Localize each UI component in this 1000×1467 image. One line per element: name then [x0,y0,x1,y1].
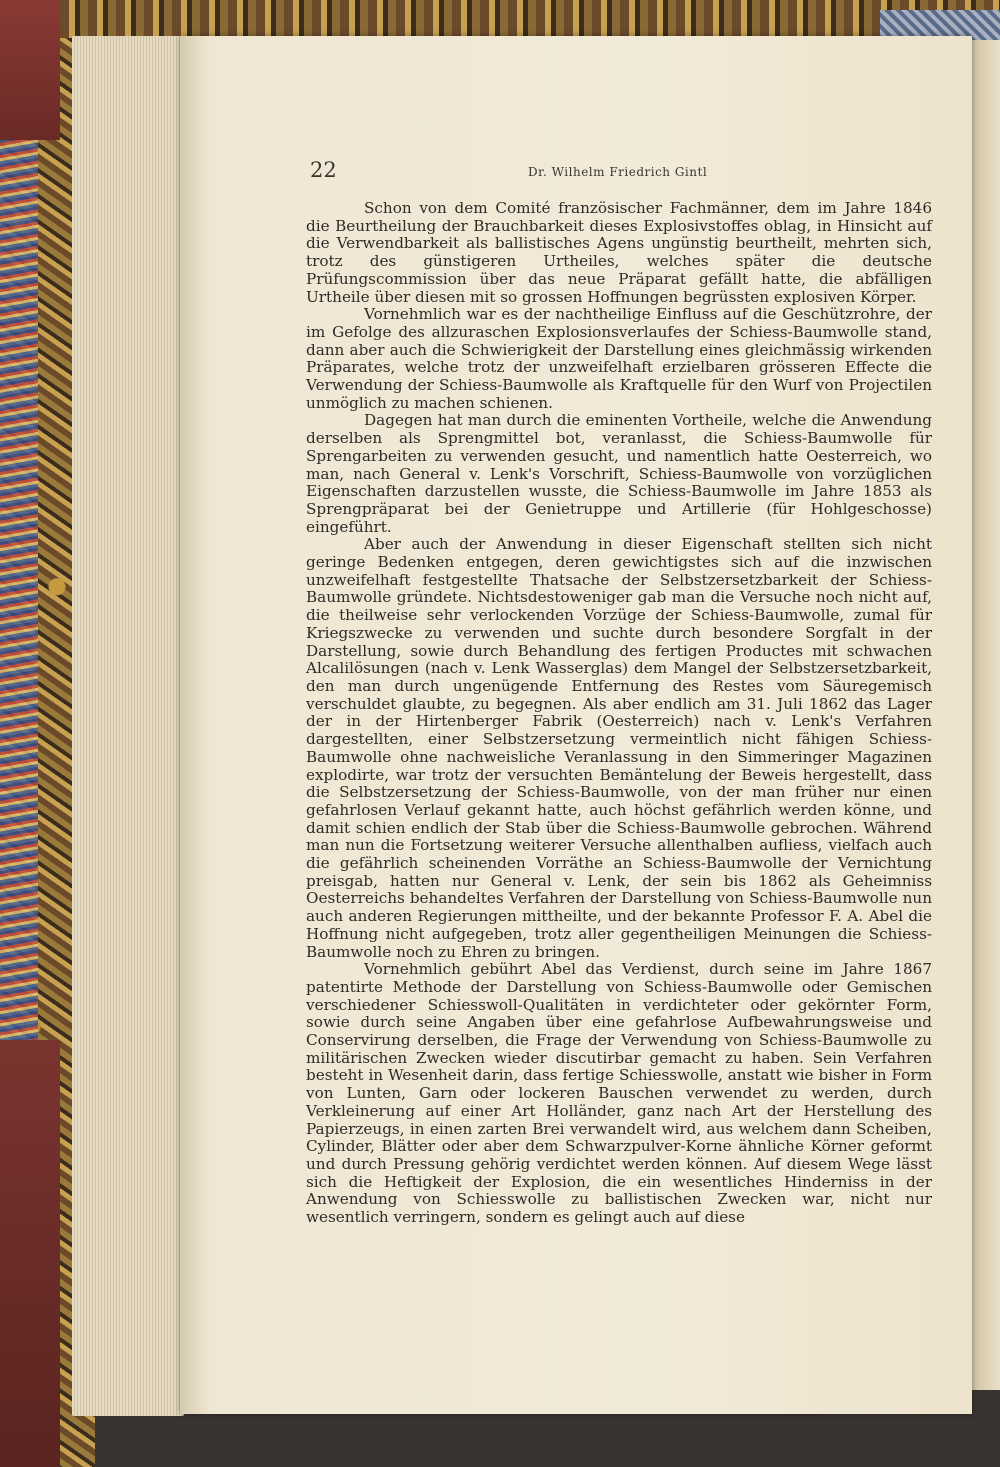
paragraph: Schon von dem Comité französischer Fachmänner, dem im Jahre 1846 die Beurtheilung der Brauchbarkeit dieses Explosivstoffes oblag, in Hinsicht auf die Verwendbarkeit als ballistisches Agens ungünstig beurtheilt, mehrten sich, trotz des günstigeren Urtheiles, welches später die deutsche Prüfungscommission über das neue Präparat gefällt hatte, die abfälligen Urtheile über diesen mit so grossen Hoffnungen begrüssten explosiven Körper. [306,199,932,306]
cover-top-edge [60,0,1000,38]
marbled-edge [0,140,38,1040]
paragraph: Aber auch der Anwendung in dieser Eigenschaft stellten sich nicht geringe Bedenken entgegen, deren gewichtigstes sich auf die inzwischen unzweifelhaft festgestellte Thatsache der Selbstzersetzbarkeit der Schiess-Baumwolle gründete. Nichtsdestoweniger gab man die Versuche noch nicht auf, die theilweise sehr verlockenden Vorzüge der Schiess-Baumwolle, zumal für Kriegszwecke zu verwenden und suchte durch besondere Sorgfalt in der Darstellung, sowie durch Behandlung des fertigen Productes mit schwachen Alcalilösungen (nach v. Lenk Wasserglas) dem Mangel der Selbstzersetzbarkeit, den man durch ungenügende Entfernung des Restes vom Säuregemisch verschuldet glaubte, zu begegnen. Als aber endlich am 31. Juli 1862 das Lager der in der Hirtenberger Fabrik (Oesterreich) nach v. Lenk's Verfahren dargestellten, einer Selbstzersetzung vermeintlich nicht fähigen Schiess-Baumwolle ohne nachweisliche Veranlassung in den Simmeringer Magazinen explodirte, war trotz der versuchten Bemäntelung der Beweis hergestellt, dass die Selbstzersetzung der Schiess-Baumwolle, von der man früher nur einen gefahrlosen Verlauf gekannt hatte, auch höchst gefährlich werden könne, und damit schien endlich der Stab über die Schiess-Baumwolle gebrochen. Während man nun die Fortsetzung weiterer Versuche allenthalben aufliess, vielfach auch die gefährlich scheinenden Vorräthe an Schiess-Baumwolle der Vernichtung preisgab, hatten nur General v. Lenk, der sein bis 1862 als Geheimniss Oesterreichs behandeltes Verfahren der Darstellung von Schiess-Baumwolle nun auch anderen Regierungen mittheilte, und der bekannte Professor F. A. Abel die Hoffnung nicht aufgegeben, trotz aller gegentheiligen Meinungen die Schiess-Baumwolle noch zu Ehren zu bringen. [306,535,932,961]
paragraph: Vornehmlich gebührt Abel das Verdienst, durch seine im Jahre 1867 patentirte Methode der Darstellung von Schiess-Baumwolle oder Gemischen verschiedener Schiesswoll-Qualitäten in verdichteter oder gekörnter Form, sowie durch seine Angaben über eine gefahrlose Aufbewahrungsweise und Conservirung derselben, die Frage der Verwendung von Schiess-Baumwolle zu militärischen Zwecken wieder discutirbar gemacht zu haben. Sein Verfahren besteht in Wesenheit darin, dass fertige Schiesswolle, anstatt wie bisher in Form von Lunten, Garn oder lockeren Bauschen verwendet zu werden, durch Verkleinerung auf einer Art Holländer, ganz nach Art der Herstellung des Papierzeugs, in einen zarten Brei verwandelt wird, aus welchem dann Scheiben, Cylinder, Blätter oder aber dem Schwarzpulver-Korne ähnliche Körner geformt und durch Pressung gehörig verdichtet werden können. Auf diesem Wege lässt sich die Heftigkeit der Explosion, die ein wesentliches Hinderniss in der Anwendung von Schiesswolle zu ballistischen Zwecken war, nicht nur wesentlich verringern, sondern es gelingt auch auf diese [306,960,932,1227]
paragraph: Dagegen hat man durch die eminenten Vortheile, welche die Anwendung derselben als Sprengmittel bot, veranlasst, die Schiess-Baumwolle für Sprengarbeiten zu verwenden gesucht, und namentlich hatte Oesterreich, wo man, nach General v. Lenk's Vorschrift, Schiess-Baumwolle von vorzüglichen Eigenschaften darzustellen wusste, die Schiess-Baumwolle im Jahre 1853 als Sprengpräparat bei der Genietruppe und Artillerie (für Hohlgeschosse) eingeführt. [306,411,932,536]
facing-page-edge [968,40,1000,1390]
paragraph: Vornehmlich war es der nachtheilige Einfluss auf die Geschützrohre, der im Gefolge des allzuraschen Explosionsverlaufes der Schiess-Baumwolle stand, dann aber auch die Schwierigkeit der Darstellung eines gleichmässig wirkenden Präparates, welche trotz der unzweifelhaft erzielbaren grösseren Effecte die Verwendung der Schiess-Baumwolle als Kraftquelle für den Wurf von Projectilen unmöglich zu machen schienen. [306,305,932,412]
page-number: 22 [310,158,337,182]
spine-top [0,0,60,140]
running-head: Dr. Wilhelm Friedrich Gintl [528,165,708,179]
spine-bottom [0,1040,60,1467]
body-text [306,200,932,1227]
page-block-edges [72,36,184,1416]
